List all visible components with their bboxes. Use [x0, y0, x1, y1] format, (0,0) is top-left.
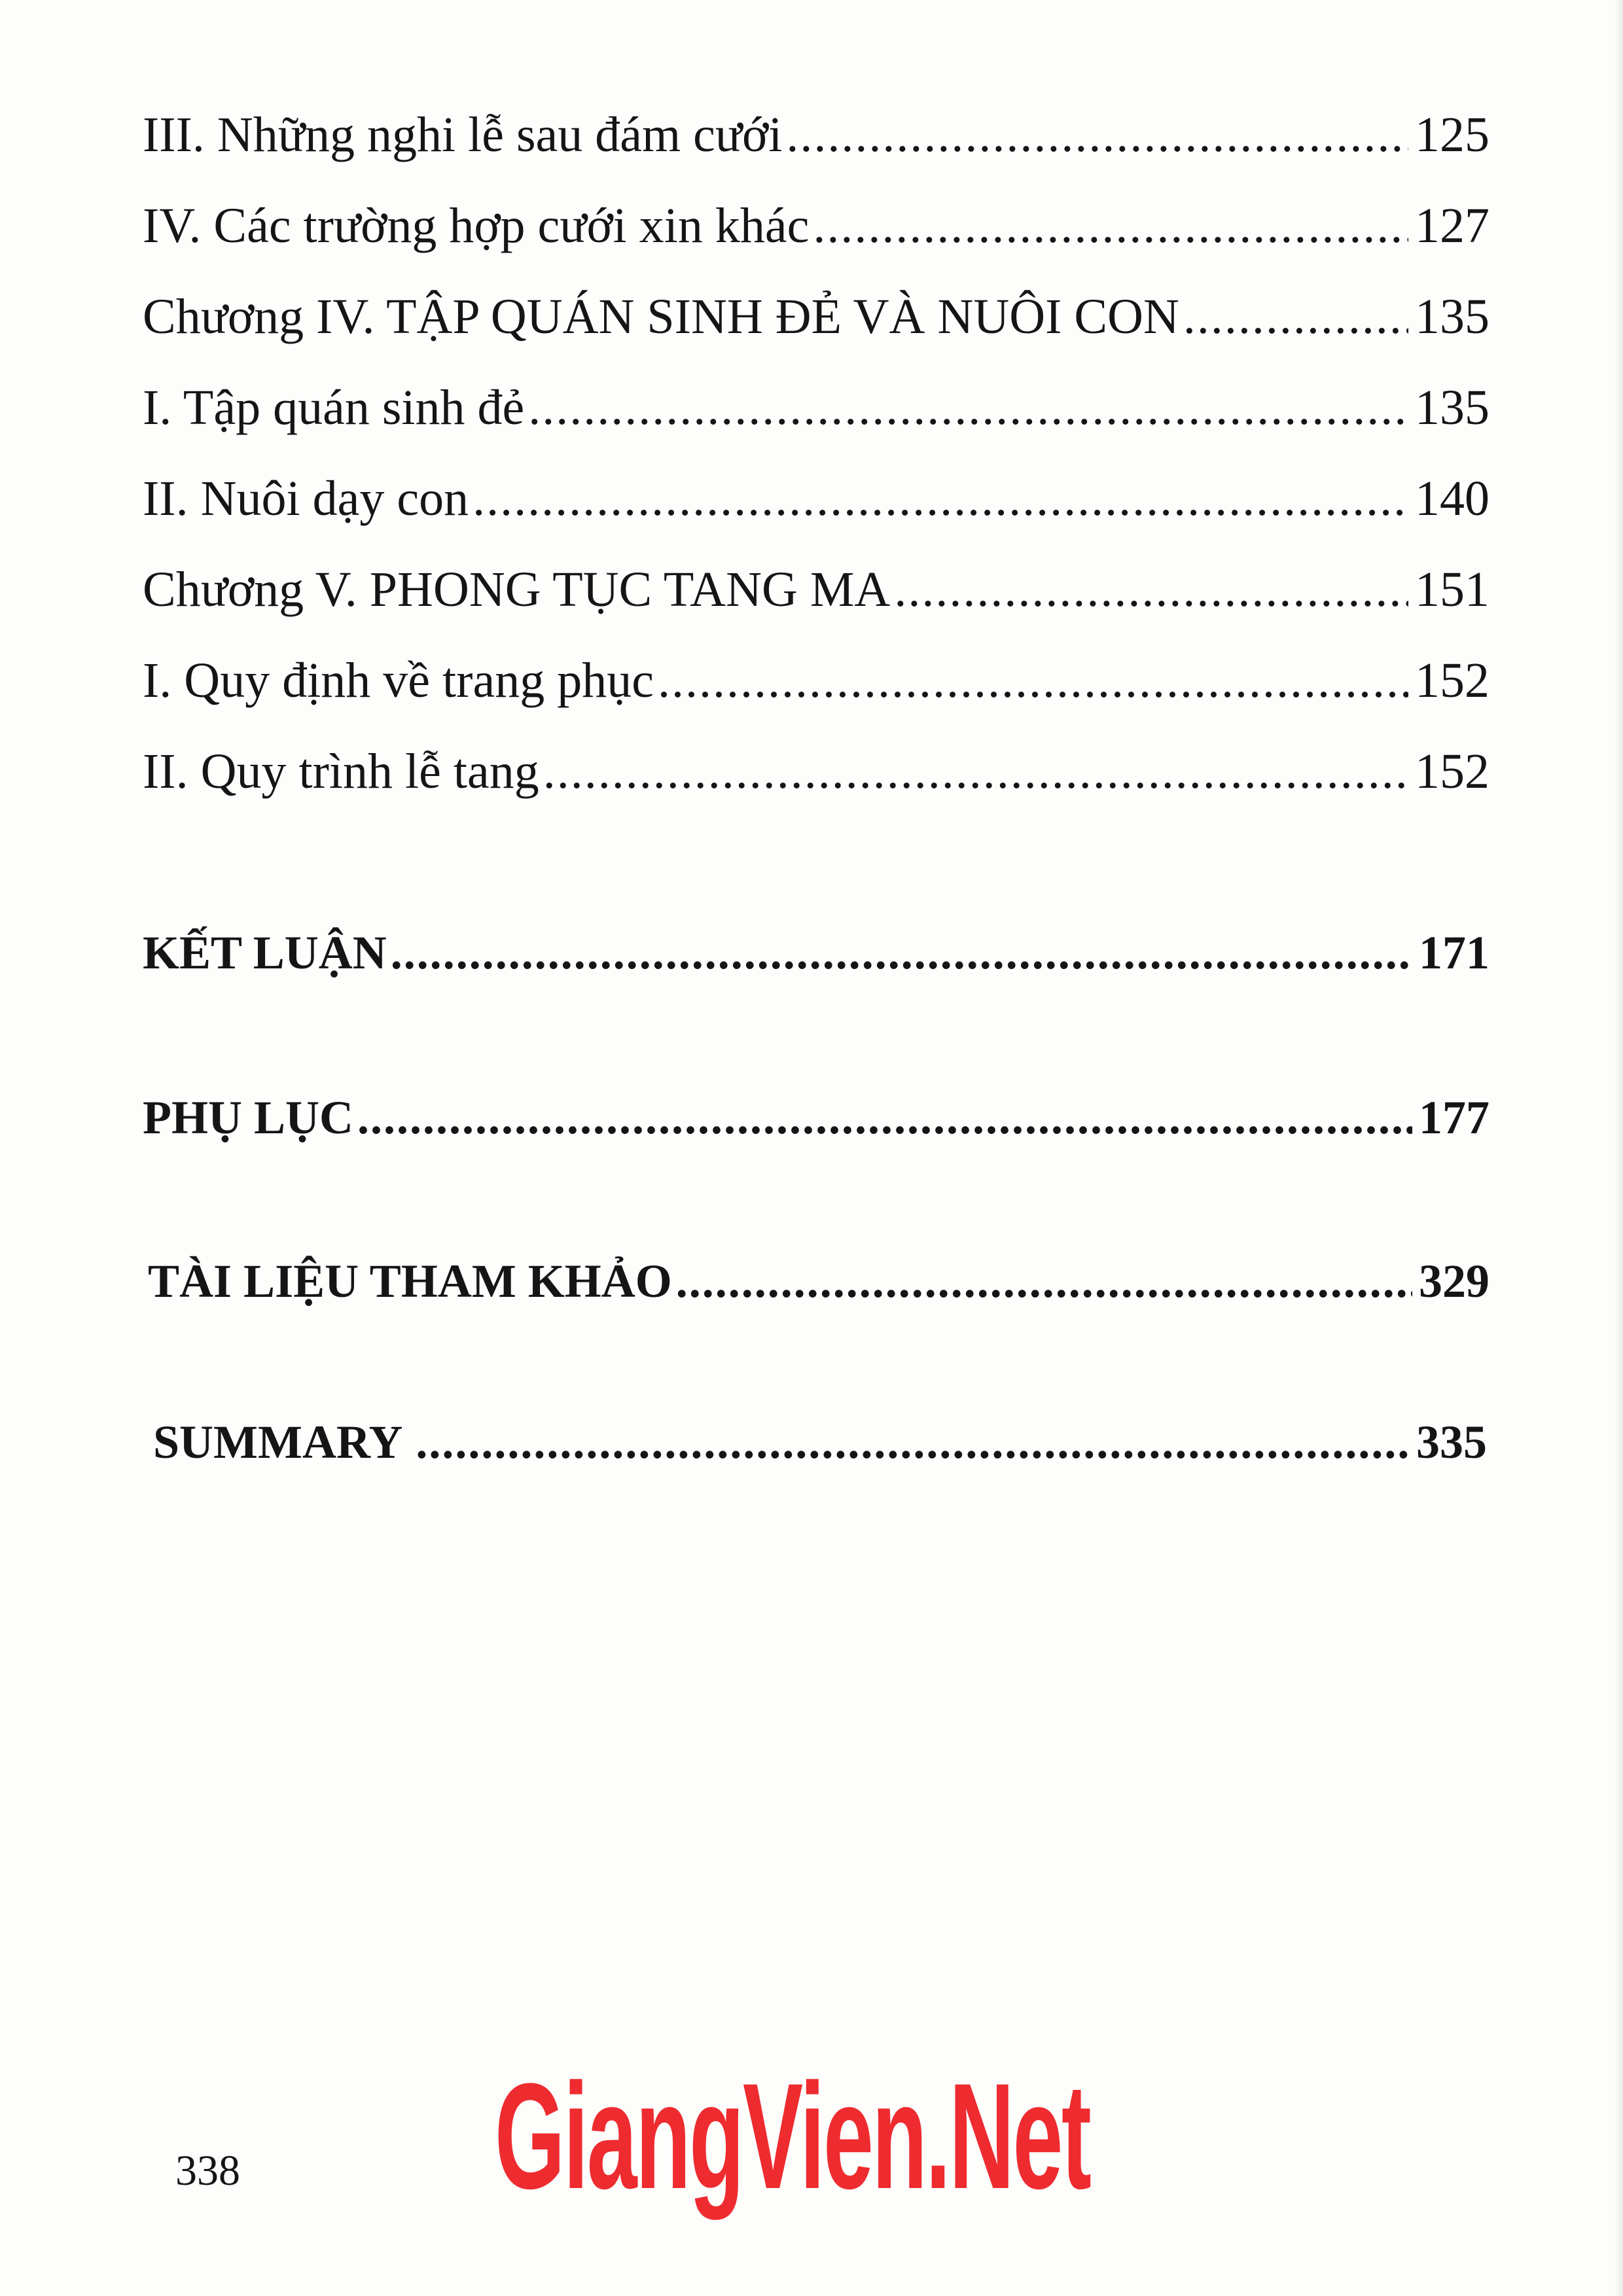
page-edge-shadow	[1615, 0, 1623, 2296]
toc-entry[interactable]	[143, 562, 1489, 617]
toc-entry[interactable]	[143, 289, 1489, 344]
toc-entry-title: IV. Các trường hợp cưới xin khác	[143, 198, 810, 253]
dot-leader	[658, 656, 1408, 705]
toc-entry[interactable]	[143, 471, 1489, 526]
toc-entry-page: 171	[1419, 927, 1489, 979]
toc-entry-title: I. Tập quán sinh đẻ	[143, 380, 525, 435]
toc-entry-page: 177	[1419, 1091, 1489, 1144]
toc-entry-bold[interactable]	[143, 1091, 1489, 1144]
dot-leader	[813, 201, 1408, 251]
toc-entry-title: Chương IV. TẬP QUÁN SINH ĐẺ VÀ NUÔI CON	[143, 289, 1179, 344]
toc-entry-page: 335	[1416, 1416, 1487, 1468]
toc-entry-page: 140	[1415, 471, 1489, 526]
toc-entry-page: 127	[1415, 198, 1489, 253]
toc-entry-title: II. Quy trình lễ tang	[143, 744, 539, 799]
toc-entry-page: 152	[1415, 653, 1489, 708]
toc-entry-title: I. Quy định về trang phục	[143, 653, 654, 708]
toc-entry-title: KẾT LUẬN	[143, 927, 387, 979]
toc-entry-page: 329	[1419, 1255, 1489, 1307]
toc-entry-bold[interactable]	[153, 1416, 1487, 1468]
dot-leader	[473, 474, 1408, 523]
dot-leader	[391, 929, 1412, 976]
watermark-logo: GiangVien.Net	[495, 2052, 1090, 2220]
toc-entry-bold[interactable]	[143, 927, 1489, 979]
toc-entry-page: 135	[1415, 289, 1489, 344]
toc-entry-page: 125	[1415, 107, 1489, 162]
dot-leader	[416, 1419, 1410, 1466]
dot-leader	[543, 747, 1408, 796]
toc-entry-title: SUMMARY	[153, 1416, 403, 1468]
dot-leader	[894, 565, 1408, 614]
dot-leader	[528, 383, 1408, 433]
toc-entry-title: TÀI LIỆU THAM KHẢO	[148, 1255, 672, 1307]
toc-entry-page: 135	[1415, 380, 1489, 435]
toc-entry[interactable]	[143, 198, 1489, 253]
page-number: 338	[175, 2147, 240, 2195]
dot-leader	[786, 110, 1408, 160]
toc-entry[interactable]	[143, 380, 1489, 435]
dot-leader	[676, 1258, 1412, 1305]
toc-entry[interactable]	[143, 744, 1489, 799]
toc-entry-title: Chương V. PHONG TỤC TANG MA	[143, 562, 891, 617]
dot-leader	[357, 1094, 1412, 1141]
toc-entry[interactable]	[143, 653, 1489, 708]
toc-entry-title: III. Những nghi lễ sau đám cưới	[143, 107, 783, 162]
toc-entry-page: 152	[1415, 744, 1489, 799]
dot-leader	[1183, 292, 1408, 342]
toc-entry-page: 151	[1415, 562, 1489, 617]
toc-entry[interactable]	[143, 107, 1489, 162]
toc-entry-title: II. Nuôi dạy con	[143, 471, 469, 526]
toc-entry-title: PHỤ LỤC	[143, 1091, 353, 1144]
toc-entry-bold[interactable]	[148, 1255, 1489, 1307]
